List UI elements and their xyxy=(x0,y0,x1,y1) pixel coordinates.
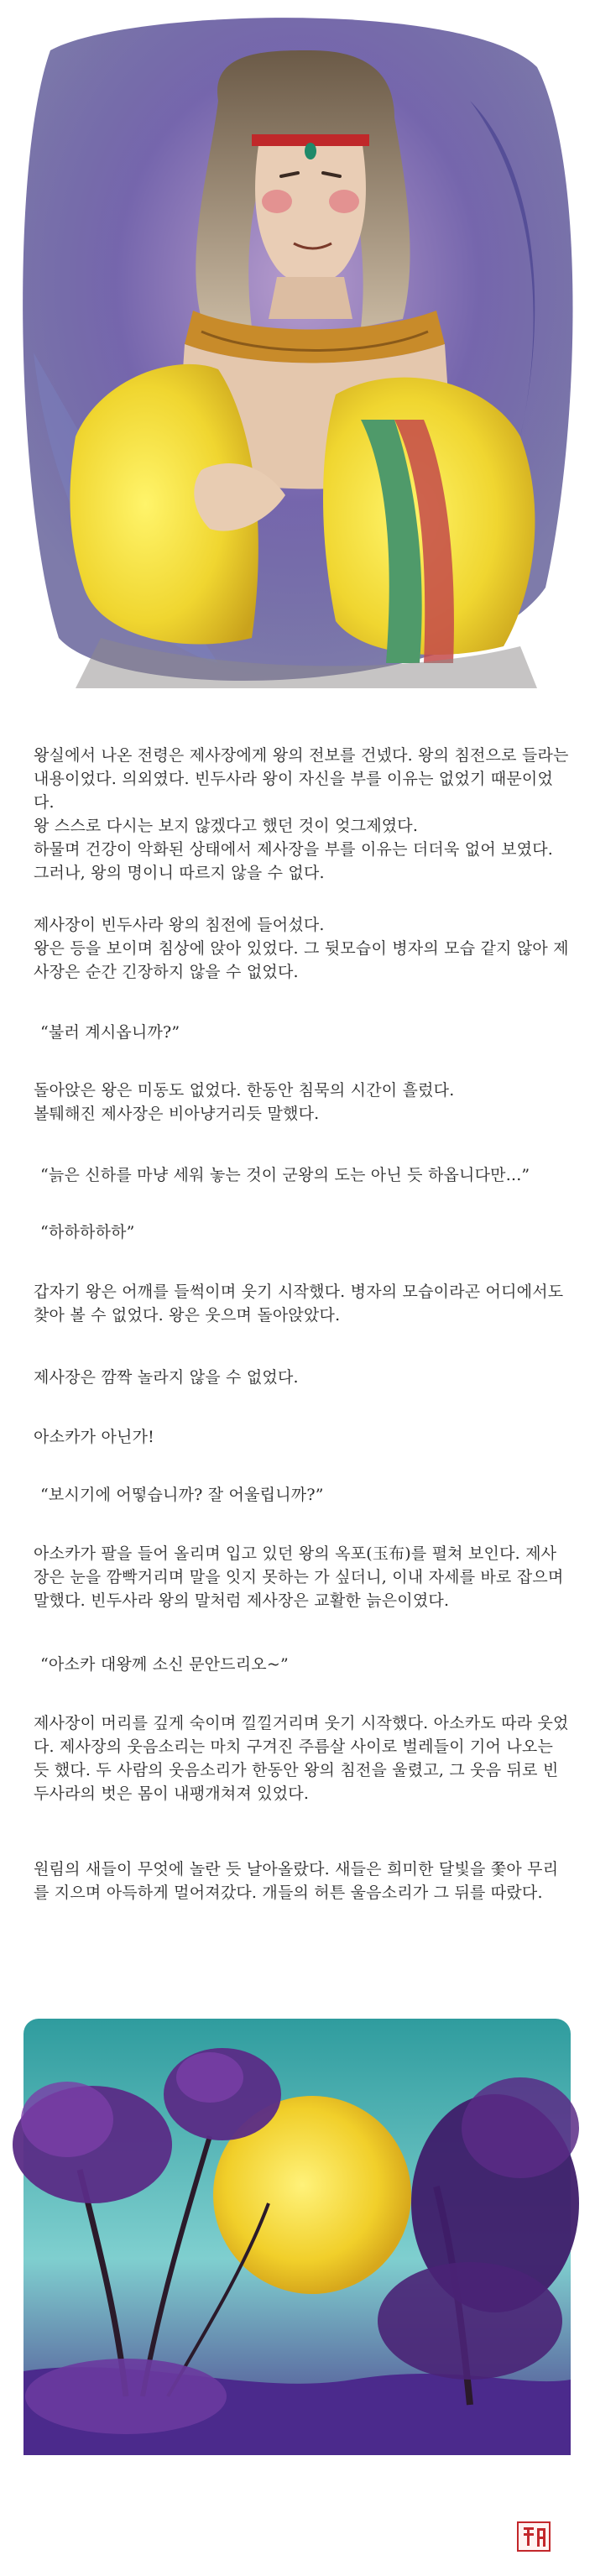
story-text xyxy=(34,1280,571,1327)
paragraph: “아소카 대왕께 소신 문안드리오~” xyxy=(40,1655,289,1674)
story-text xyxy=(34,913,571,984)
moonlit-trees-illustration xyxy=(0,2002,595,2468)
artist-seal-stamp xyxy=(517,2521,551,2552)
paragraph: 제사장이 빈두사라 왕의 침전에 들어섰다. xyxy=(34,916,325,934)
dialogue-line xyxy=(34,1220,577,1244)
paragraph: 아소카가 아닌가! xyxy=(34,1428,154,1446)
paragraph: 원림의 새들이 무엇에 놀란 듯 날아올랐다. 새들은 희미한 달빛을 쫓아 무리를 지으며 아득하게 멀어져갔다. 개들의 허튼 울음소리가 그 뒤를 따랐다. xyxy=(34,1860,559,1902)
dialogue-line xyxy=(34,1653,577,1676)
paragraph: “하하하하하” xyxy=(40,1223,135,1241)
paragraph: 왕실에서 나온 전령은 제사장에게 왕의 전보를 건넸다. 왕의 침전으로 들라는 내용이었다. 의외였다. 빈두사라 왕이 자신을 부를 이유는 없었기 때문이었다. xyxy=(34,746,569,812)
story-text xyxy=(34,1425,571,1449)
dialogue-line xyxy=(34,1021,577,1044)
paragraph: 아소카가 팔을 들어 올리며 입고 있던 왕의 옥포(玉布)를 펼쳐 보인다. 제사장은 눈을 깜빡거리며 말을 잇지 못하는 가 싶더니, 이내 자세를 바로 잡으며 말했다. 빈두사라 왕의 말처럼 제사장은 교활한 늙은이였다. xyxy=(34,1544,564,1610)
paragraph: 왕 스스로 다시는 보지 않겠다고 했던 것이 엊그제였다. xyxy=(34,817,419,835)
paragraph: 갑자기 왕은 어깨를 들썩이며 웃기 시작했다. 병자의 모습이라곤 어디에서도 찾아 볼 수 없었다. 왕은 웃으며 돌아앉았다. xyxy=(34,1283,564,1325)
paragraph: 돌아앉은 왕은 미동도 없었다. 한동안 침묵의 시간이 흘렀다. xyxy=(34,1081,455,1100)
paragraph: “늙은 신하를 마냥 세워 놓는 것이 군왕의 도는 아닌 듯 하옵니다만...” xyxy=(40,1166,530,1184)
story-text xyxy=(34,1858,571,1905)
story-text xyxy=(34,1542,571,1612)
dialogue-line xyxy=(34,1163,577,1187)
story-text xyxy=(34,1366,571,1389)
paragraph: 제사장이 머리를 깊게 숙이며 낄낄거리며 웃기 시작했다. 아소카도 따라 웃었다. 제사장의 웃음소리는 마치 구겨진 주름살 사이로 벌레들이 기어 나오는 듯 했다. 두 사람의 웃음소리가 한동안 왕의 침전을 울렸고, 그 웃음 뒤로 빈두사라의 벗은 몸이 내팽개쳐져 있었다. xyxy=(34,1714,569,1803)
king-portrait-illustration xyxy=(0,0,595,705)
dialogue-line xyxy=(34,1483,577,1507)
paragraph: 왕은 등을 보이며 침상에 앉아 있었다. 그 뒷모습이 병자의 모습 같지 않아 제사장은 순간 긴장하지 않을 수 없었다. xyxy=(34,939,569,981)
story-text xyxy=(34,1079,571,1126)
paragraph: “보시기에 어떻습니까? 잘 어울립니까?” xyxy=(40,1486,324,1504)
paragraph: 하물며 건강이 악화된 상태에서 제사장을 부를 이유는 더더욱 없어 보였다. 그러나, 왕의 명이니 따르지 않을 수 없다. xyxy=(34,840,554,882)
story-text xyxy=(34,744,571,885)
paragraph: 제사장은 깜짝 놀라지 않을 수 없었다. xyxy=(34,1368,299,1387)
story-text xyxy=(34,1711,571,1805)
paragraph: 볼퉤해진 제사장은 비아냥거리듯 말했다. xyxy=(34,1105,320,1123)
paragraph: “불러 계시옵니까?” xyxy=(40,1023,180,1042)
